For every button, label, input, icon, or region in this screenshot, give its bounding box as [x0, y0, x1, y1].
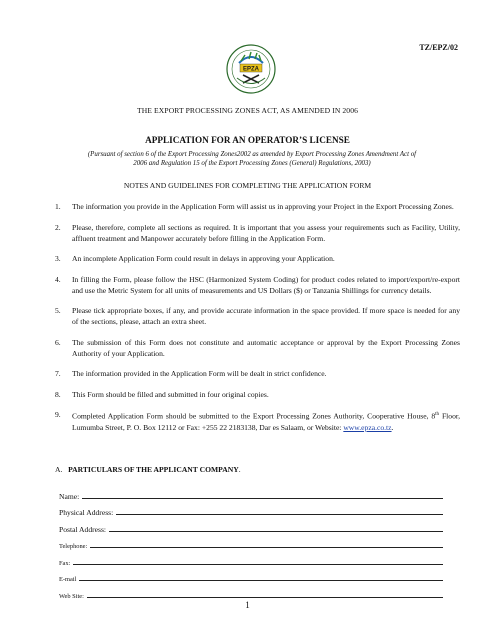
telephone-label: Telephone:	[59, 543, 88, 550]
note-text: An incomplete Application Form could result in delays in approving your Application.	[72, 254, 335, 263]
note-number: 2.	[55, 222, 61, 232]
website-link[interactable]: www.epza.co.tz	[343, 422, 392, 432]
form-subtitle	[62, 150, 442, 168]
section-a-heading	[55, 465, 241, 474]
section-title: PARTICULARS OF THE APPLICANT COMPANY	[68, 465, 239, 474]
fax-label: Fax:	[59, 559, 71, 567]
name-label: Name:	[59, 491, 80, 501]
note-item	[55, 274, 460, 296]
note-text: This Form should be filled and submitted in four original copies.	[72, 389, 269, 399]
note-number: 7.	[55, 369, 61, 378]
physical-address-field[interactable]	[59, 501, 443, 518]
note-item	[55, 389, 460, 400]
name-line[interactable]	[82, 498, 443, 499]
ordinal-suffix: th	[435, 412, 440, 417]
subtitle-line-1: (Pursuant of section 6 of the Export Processing Zones2002 as amended by Export Processing Zones Amendment Act of	[87, 151, 417, 158]
notes-list	[55, 201, 460, 442]
form-title: APPLICATION FOR AN OPERATOR’S LICENSE	[145, 135, 350, 145]
note-text: Please, therefore, complete all sections as required. It is important that you assess your requirements such as Facility, Utility, affluent treatment and Manpower accurately before filling in the Application Form.	[72, 222, 460, 243]
note-text: Please tick appropriate boxes, if any, and provide accurate information in the space provided. If more space is needed for any of the sections, please, attach an extra sheet.	[72, 306, 460, 326]
physical-address-line[interactable]	[116, 514, 443, 515]
subtitle-line-2: 2006 and Regulation 15 of the Export Processing Zones (General) Regulations, 2003)	[133, 160, 371, 167]
note9-text-b: Floor, Lumumba Street, P. O. Box 12112 or Fax: +255 22 2183138, Dar es Salaam, or Website:	[72, 411, 461, 432]
postal-address-field[interactable]	[59, 517, 443, 534]
note-text: In filling the Form, please follow the HSC (Harmonized System Coding) for product codes related to import/export/re-export and use the Metric System for all units of measurements and US Dollars ($) or Tanzania Shillings for currency details.	[72, 274, 460, 295]
note-number: 3.	[55, 254, 61, 263]
page-number: 1	[245, 600, 250, 610]
note-number: 6.	[55, 337, 61, 347]
website-label: Web Site:	[59, 592, 84, 600]
note-item	[55, 368, 460, 379]
note-text: The information you provide in the Application Form will assist us in approving your Project in the Export Processing Zones.	[72, 202, 454, 211]
notes-heading: NOTES AND GUIDELINES FOR COMPLETING THE APPLICATION FORM	[123, 181, 372, 190]
email-field[interactable]	[59, 567, 443, 584]
note-text	[72, 409, 460, 433]
applicant-fields	[59, 484, 443, 600]
telephone-field[interactable]	[59, 534, 443, 551]
postal-address-label: Postal Address:	[59, 524, 107, 534]
note9-text-a: Completed Application Form should be submitted to the Export Processing Zones Authority, Cooperative House, 8	[72, 411, 436, 421]
postal-address-line[interactable]	[109, 531, 443, 532]
note-item	[55, 201, 460, 212]
note-number: 1.	[55, 202, 61, 211]
note-item	[55, 253, 460, 264]
section-letter: A.	[55, 465, 63, 474]
act-title: THE EXPORT PROCESSING ZONES ACT, AS AMENDED IN 2006	[136, 106, 358, 115]
email-label: E-mail	[59, 576, 77, 583]
fax-field[interactable]	[59, 550, 443, 567]
logo-text: EPZA	[242, 66, 260, 73]
note-item	[55, 337, 460, 359]
note-number: 9.	[55, 410, 61, 419]
note-text: The information provided in the Application Form will be dealt in strict confidence.	[72, 369, 327, 378]
telephone-line[interactable]	[90, 547, 443, 548]
section-title-end: .	[238, 465, 241, 474]
note9-text-c: .	[391, 422, 394, 432]
website-field[interactable]	[59, 583, 443, 600]
note-number: 8.	[55, 389, 61, 399]
email-line[interactable]	[79, 580, 443, 581]
website-line[interactable]	[87, 597, 443, 598]
note-item	[55, 305, 460, 327]
note-number: 4.	[55, 274, 61, 284]
physical-address-label: Physical Address:	[59, 508, 114, 517]
note-number: 5.	[55, 306, 61, 315]
note-item-submission	[55, 409, 460, 433]
document-reference: TZ/EPZ/02	[419, 43, 458, 52]
note-item	[55, 222, 460, 244]
fax-line[interactable]	[73, 564, 443, 565]
epza-logo	[225, 43, 277, 95]
name-field[interactable]	[59, 484, 443, 501]
note-text: The submission of this Form does not constitute and automatic acceptance or approval by the Export Processing Zones Authority of your Application.	[72, 337, 460, 358]
